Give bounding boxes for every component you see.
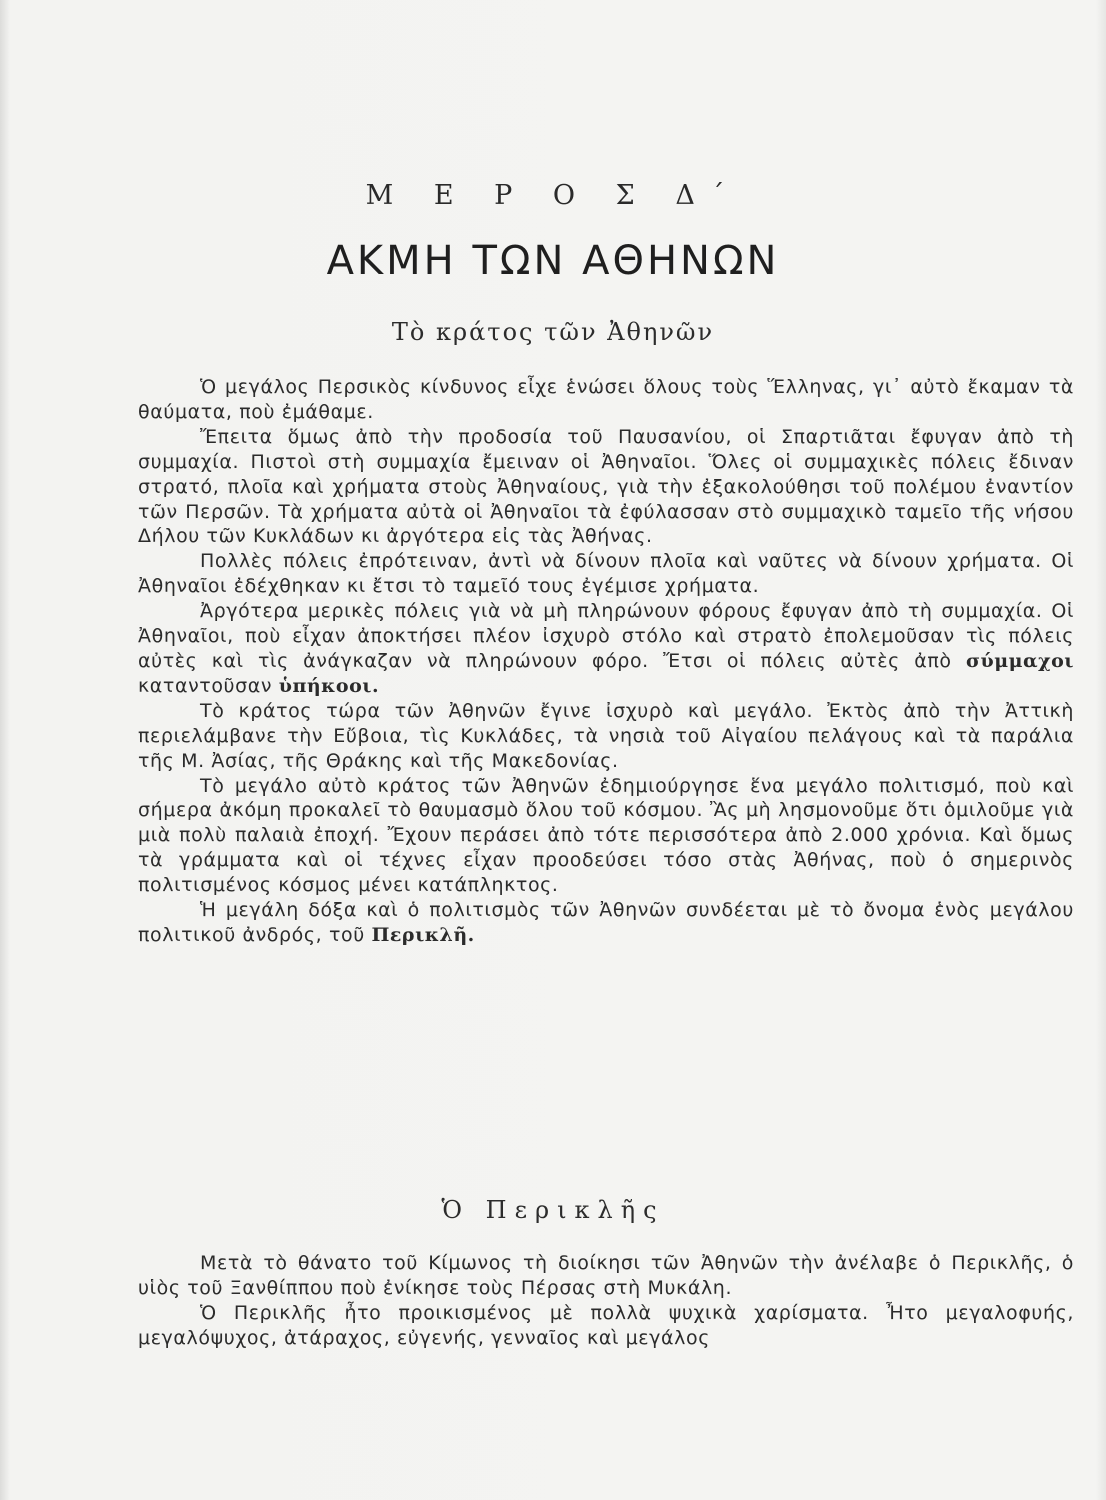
paragraph: Τὸ κράτος τώρα τῶν Ἀθηνῶν ἔγινε ἰσχυρὸ καὶ μεγάλο. Ἐκτὸς ἀπὸ τὴν Ἀττικὴ περιελάμβανε τὴν Εὔβοια, τὶς Κυκλάδες, τὰ νησιὰ τοῦ Αἰγαίου πελάγους καὶ τὰ παράλια τῆς Μ. Ἀσίας, τῆς Θράκης καὶ τῆς Μακεδονίας. <box>138 699 1074 772</box>
bold-term: ὑπήκοοι. <box>278 674 380 697</box>
paragraph: Ὁ Περικλῆς ἦτο προικισμένος μὲ πολλὰ ψυχικὰ χαρίσματα. Ἦτο μεγαλοφυής, μεγαλόψυχος, ἀτάραχος, εὐγενής, γενναῖος καὶ μεγάλος <box>138 1301 1074 1349</box>
section-title-perikles: Ὁ Περικλῆς <box>441 1196 665 1224</box>
chapter-title: ΑΚΜΗ ΤΩΝ ΑΘΗΝΩΝ <box>326 238 780 284</box>
paragraph <box>138 599 1074 699</box>
section-title-kratos: Τὸ κράτος τῶν Ἀθηνῶν <box>391 318 715 346</box>
paragraph-text: Ἡ μεγάλη δόξα καὶ ὁ πολιτισμὸς τῶν Ἀθηνῶν συνδέεται μὲ τὸ ὄνομα ἑνὸς μεγάλου πολιτικοῦ ἀνδρός, τοῦ <box>138 899 1074 946</box>
bold-term: σύμμαχοι <box>966 649 1074 672</box>
bold-term: Περικλῆ. <box>371 923 475 946</box>
paragraph <box>138 898 1074 948</box>
part-heading: Μ Ε Ρ Ο Σ Δ΄ <box>365 180 741 211</box>
paragraph-text: καταντοῦσαν <box>138 674 279 697</box>
paragraph: Ὁ μεγάλος Περσικὸς κίνδυνος εἶχε ἑνώσει ὅλους τοὺς Ἕλληνας, γι᾿ αὐτὸ ἔκαμαν τὰ θαύματα, ποὺ ἐμάθαμε. <box>138 376 1074 423</box>
section-body-kratos <box>138 375 1074 948</box>
paragraph-text: Ἀργότερα μερικὲς πόλεις γιὰ νὰ μὴ πληρώνουν φόρους ἔφυγαν ἀπὸ τὴ συμμαχία. Οἱ Ἀθηναῖοι, ποὺ εἶχαν ἀποκτήσει πλέον ἰσχυρὸ στόλο καὶ στρατὸ ἐπολεμοῦσαν τὶς πόλεις αὐτὲς καὶ τὶς ἀνάγκαζαν νὰ πληρώνουν φόρο. Ἔτσι οἱ πόλεις αὐτὲς ἀπὸ <box>138 600 1074 672</box>
paragraph: Ἔπειτα ὅμως ἀπὸ τὴν προδοσία τοῦ Παυσανίου, οἱ Σπαρτιᾶται ἔφυγαν ἀπὸ τὴ συμμαχία. Πιστοὶ στὴ συμμαχία ἔμειναν οἱ Ἀθηναῖοι. Ὅλες οἱ συμμαχικὲς πόλεις ἔδιναν στρατό, πλοῖα καὶ χρήματα στοὺς Ἀθηναίους, γιὰ τὴν ἐξακολούθησι τοῦ πολέμου ἐναντίον τῶν Περσῶν. Τὰ χρήματα αὐτὰ οἱ Ἀθηναῖοι τὰ ἐφύλασσαν στὸ συμμαχικὸ ταμεῖο τῆς νήσου Δήλου τῶν Κυκλάδων κι ἀργότερα εἰς τὰς Ἀθήνας. <box>138 425 1074 548</box>
paragraph: Μετὰ τὸ θάνατο τοῦ Κίμωνος τὴ διοίκησι τῶν Ἀθηνῶν τὴν ἀνέλαβε ὁ Περικλῆς, ὁ υἱὸς τοῦ Ξανθίππου ποὺ ἐνίκησε τοὺς Πέρσας στὴ Μυκάλη. <box>138 1252 1074 1299</box>
paragraph: Πολλὲς πόλεις ἐπρότειναν, ἀντὶ νὰ δίνουν πλοῖα καὶ ναῦτες νὰ δίνουν χρήματα. Οἱ Ἀθηναῖοι ἐδέχθηκαν κι ἔτσι τὸ ταμεῖό τους ἐγέμισε χρήματα. <box>138 550 1074 598</box>
paragraph: Τὸ μεγάλο αὐτὸ κράτος τῶν Ἀθηνῶν ἐδημιούργησε ἕνα μεγάλο πολιτισμό, ποὺ καὶ σήμερα ἀκόμη προκαλεῖ τὸ θαυμασμὸ ὅλου τοῦ κόσμου. Ἂς μὴ λησμονοῦμε ὅτι ὁμιλοῦμε γιὰ μιὰ πολὺ παλαιὰ ἐποχή. Ἔχουν περάσει ἀπὸ τότε περισσότερα ἀπὸ 2.000 χρόνια. Καὶ ὅμως τὰ γράμματα καὶ οἱ τέχνες εἶχαν προοδεύσει τόσο στὰς Ἀθήνας, ποὺ ὁ σημερινὸς πολιτισμένος κόσμος μένει κατάπληκτος. <box>138 774 1074 897</box>
section-body-perikles <box>138 1251 1074 1351</box>
